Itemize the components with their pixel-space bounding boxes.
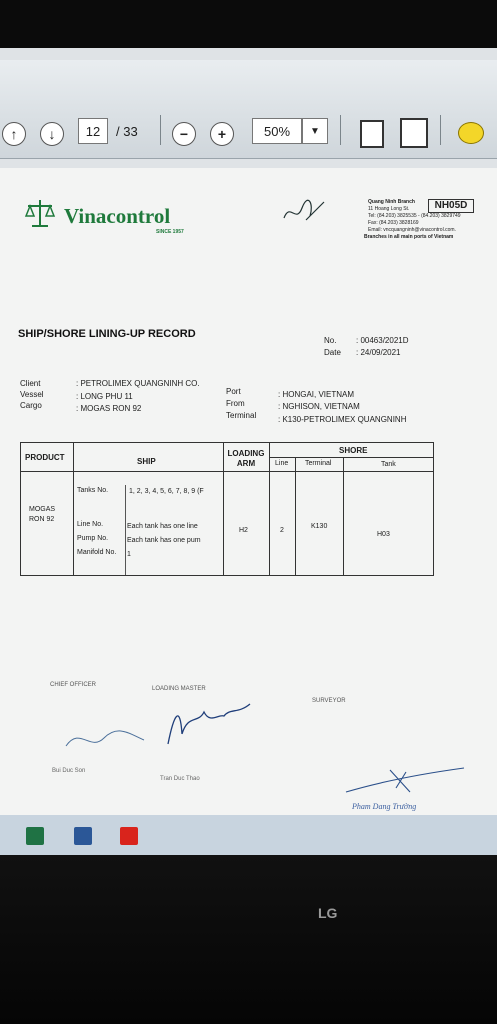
chief-officer-signature — [60, 716, 150, 761]
branch-note: Branches in all main ports of Vietnam — [364, 234, 454, 240]
company-name: Vinacontrol — [64, 204, 171, 228]
from-label: From — [226, 399, 245, 408]
word-app-icon[interactable] — [74, 827, 92, 845]
branch-name: Quang Ninh Branch — [368, 199, 415, 205]
header-shore: SHORE — [339, 446, 368, 455]
table-col-divider — [295, 457, 296, 575]
tank-value: H03 — [377, 531, 390, 538]
loading-master-signature — [158, 694, 258, 759]
header-product: PRODUCT — [25, 453, 65, 462]
vessel-label: Vessel — [20, 390, 44, 399]
terminal-value: : K130-PETROLIMEX QUANGNINH — [278, 415, 407, 424]
handwritten-initials — [280, 198, 330, 233]
surveyor-label: SURVEYOR — [312, 698, 346, 704]
terminal-cell-value: K130 — [311, 523, 328, 530]
table-header-divider — [21, 471, 433, 472]
toolbar-divider — [160, 115, 161, 145]
header-tank: Tank — [381, 461, 396, 468]
next-page-button[interactable]: ↓ — [40, 122, 64, 146]
previous-page-button[interactable]: ↑ — [2, 122, 26, 146]
client-label: Client — [20, 379, 41, 388]
manifold-no-label: Manifold No. — [77, 549, 117, 556]
monitor-brand: LG — [318, 905, 338, 921]
pump-no-label: Pump No. — [77, 535, 109, 542]
header-terminal: Terminal — [305, 460, 332, 467]
product-value: MOGAS RON 92 — [29, 506, 56, 523]
vinacontrol-logo-icon — [24, 198, 56, 228]
port-label: Port — [226, 387, 241, 396]
header-line: Line — [275, 460, 289, 467]
no-value: : 00463/2021D — [356, 336, 409, 345]
toolbar-divider — [440, 115, 441, 145]
taskbar — [0, 815, 497, 855]
manifold-no-value: 1 — [127, 551, 131, 558]
table-ship-inner-divider — [125, 485, 126, 575]
header-ship: SHIP — [137, 457, 156, 466]
document-title: SHIP/SHORE LINING-UP RECORD — [18, 328, 196, 340]
lining-up-table — [20, 442, 434, 576]
loading-arm-value: H2 — [239, 527, 248, 534]
page-total: / 33 — [116, 124, 138, 139]
table-subheader-divider — [269, 457, 433, 458]
table-col-divider — [223, 443, 224, 575]
table-col-divider — [73, 443, 74, 575]
chief-officer-name: Bui Duc Son — [52, 768, 86, 774]
table-col-divider — [269, 443, 270, 575]
client-value: : PETROLIMEX QUANGNINH CO. — [76, 379, 200, 388]
date-value: : 24/09/2021 — [356, 348, 401, 357]
loading-master-name: Tran Duc Thao — [160, 776, 200, 782]
cargo-label: Cargo — [20, 401, 42, 410]
monitor-bezel — [0, 855, 497, 1024]
branch-tel: Tel: (84.203) 3825535 - (84.203) 3829749 — [368, 213, 461, 219]
zoom-out-button[interactable]: − — [172, 122, 196, 146]
surveyor-signature — [340, 762, 470, 807]
excel-app-icon[interactable] — [26, 827, 44, 845]
line-value: 2 — [280, 527, 284, 534]
branch-email: Email: vncquangninh@vinacontrol.com. — [368, 227, 456, 233]
surveyor-name: Pham Dang Trường — [352, 802, 417, 811]
pdf-toolbar — [0, 60, 497, 159]
since-text: SINCE 1957 — [156, 229, 184, 235]
fit-page-icon[interactable] — [360, 120, 384, 148]
table-col-divider — [343, 457, 344, 575]
no-label: No. — [324, 336, 337, 345]
branch-street: 11 Hoang Long St. — [368, 206, 410, 212]
line-no-value: Each tank has one line — [127, 523, 198, 530]
from-value: : NGHISON, VIETNAM — [278, 402, 360, 411]
comment-icon[interactable] — [458, 122, 484, 144]
date-label: Date — [324, 348, 341, 357]
chief-officer-label: CHIEF OFFICER — [50, 682, 96, 688]
pdf-page — [0, 168, 497, 820]
zoom-level-input[interactable]: 50% — [252, 118, 302, 144]
terminal-label: Terminal — [226, 411, 257, 420]
tanks-no-value: 1, 2, 3, 4, 5, 6, 7, 8, 9 (F — [129, 488, 204, 495]
pump-no-value: Each tank has one pum — [127, 537, 201, 544]
branch-fax: Fax: (84.203) 3828169 — [368, 220, 419, 226]
toolbar-divider — [340, 115, 341, 145]
tanks-no-label: Tanks No. — [77, 487, 109, 494]
fit-width-icon[interactable] — [400, 118, 428, 148]
pdf-app-icon[interactable] — [120, 827, 138, 845]
zoom-dropdown-button[interactable]: ▼ — [302, 118, 328, 144]
page-number-input[interactable]: 12 — [78, 118, 108, 144]
cargo-value: : MOGAS RON 92 — [76, 404, 142, 413]
vessel-value: : LONG PHU 11 — [76, 392, 133, 401]
loading-master-label: LOADING MASTER — [152, 686, 206, 692]
zoom-in-button[interactable]: + — [210, 122, 234, 146]
document-code-box: NH05D — [428, 199, 474, 213]
header-loading-arm: LOADING ARM — [227, 449, 265, 468]
line-no-label: Line No. — [77, 521, 104, 528]
port-value: : HONGAI, VIETNAM — [278, 390, 355, 399]
